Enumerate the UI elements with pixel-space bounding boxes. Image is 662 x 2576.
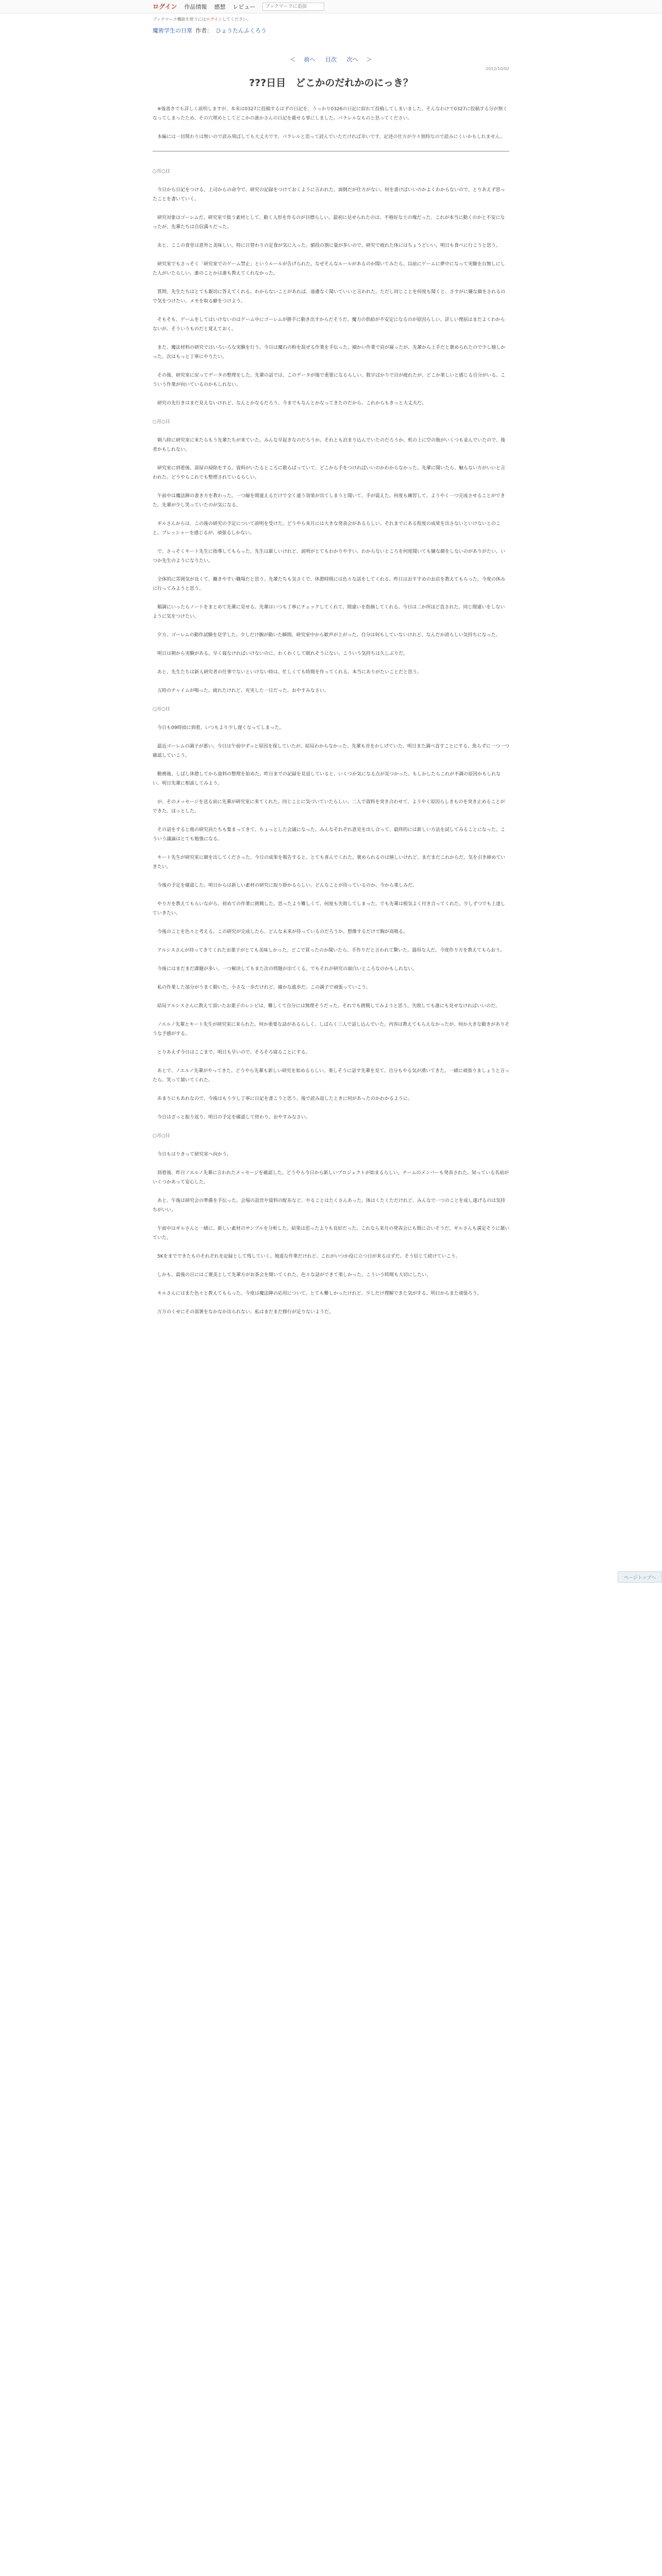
body-paragraph: 今後のことを色々と考える。この研究が完成したら、どんな未来が待っているのだろうか。想像するだけで胸が高鳴る。 [157, 929, 408, 935]
body-paragraph: とりあえず今日はここまで。明日も早いので、そろそろ寝ることにする。 [157, 1050, 310, 1055]
body-paragraph: 今日から日記をつける。上司からの命令で、研究の記録をつけておくように言われた。面倒だが仕方がない。何を書けばいいのかよくわからないので、とりあえず思ったことを書いていく。 [153, 188, 505, 202]
notice-text-before: ブックマーク機能を使うには [153, 17, 206, 22]
series-title-link[interactable]: 魔術学生の日常 [153, 27, 192, 34]
body-paragraph: 午前中はギルさんと一緒に、新しい素材のサンプルを分析した。結果は思ったよりも良好だった。これなら来月の発表会にも間に合いそうだ。ギルさんも満足そうに頷いていた。 [153, 1226, 510, 1241]
diary-date: ○月○日 [153, 419, 170, 425]
posted-date: 2012/10/02 [485, 66, 509, 71]
body-paragraph: アルシスさんが持ってきてくれたお菓子がとても美味しかった。どこで買ったのか聞いたら、手作りだと言われて驚いた。器用な人だ。今度作り方を教えてもらおう。 [157, 948, 505, 953]
prev-arrow-icon: ＜ [290, 56, 296, 63]
next-arrow-icon: ＞ [366, 56, 372, 63]
body-paragraph: あとで、ノエルノ先輩がやってきた。どうやら先輩も新しい研究を始めるらしい。楽しそうに話す先輩を見て、自分もやる気が湧いてきた。一緒に頑張りましょうと言ったら、笑って頷いてくれた。 [153, 1069, 509, 1083]
body-paragraph: 研究対象はゴーレムだ。研究室で扱う素材として、動く人形を作るのが目標らしい。最初に見せられたのは、不格好な土の塊だった。これが本当に動くのかと不安になったが、先輩たちは自信満々だった。 [153, 215, 505, 230]
body-paragraph: その後、研究室に戻ってデータの整理をした。先輩の話では、このデータが後で重要になるらしい。数字ばかりで目が疲れたが、どこか楽しいと感じる自分がいる。こういう作業が向いているのかもしれない。 [153, 373, 506, 387]
body-paragraph: その話をすると他の研究員たちも集まってきて、ちょっとした会議になった。みんなそれぞれ意見を出し合って、最終的には新しい方法を試してみることになった。こういう議論はとても勉強になる。 [153, 827, 505, 842]
body-paragraph: 質問、先生たちはとても親切に答えてくれる。わからないことがあれば、遠慮なく聞いていいと言われた。ただし同じことを何度も聞くと、さすがに嫌な顔をされるので気をつけたい。メモを取る癖をつけよう。 [153, 290, 506, 304]
notice-login-link[interactable]: ログイン [206, 17, 223, 22]
body-paragraph: 最近ゴーレムの調子が悪い。今日は午前中ずっと原因を探していたが、結局わからなかった。先輩も首をかしげていた。明日また調べ直すことにする。焦らずに一つ一つ確認していこう。 [153, 744, 509, 758]
body-paragraph: あと、ここの食堂は意外と美味しい。特に日替わりの定食が気に入った。値段の割に量が多いので、研究で疲れた体にはちょうどいい。明日も食べに行こうと思う。 [157, 243, 501, 248]
body-paragraph: 朝八時に研究室に来たらもう先輩たちが来ていた。みんな早起きなのだろうか。それとも泊まり込んでいたのだろうか。机の上に空の瓶がいくつも並んでいたので、後者かもしれない。 [153, 438, 505, 452]
body-paragraph: あと、午後は研究会の準備を手伝った。会場の設営や資料の配布など、やることはたくさんあった。体はくたくただけれど、みんなで一つのことを成し遂げるのは気持ちがいい。 [153, 1198, 505, 1213]
nav-item-impressions[interactable]: 感想 [214, 3, 226, 10]
body-paragraph: 全体的に雰囲気が良くて、働きやすい職場だと思う。先輩たちも気さくで、休憩時間には色々な話をしてくれる。昨日はおすすめのお店を教えてもらった。今度の休みに行ってみようと思う。 [153, 577, 505, 591]
body-paragraph: しかも、最後の日にはご褒美として先輩方がお茶会を開いてくれた。色々な話ができて楽しかった。こういう時間も大切にしたい。 [157, 1273, 432, 1278]
nav-item-review[interactable]: レビュー [233, 3, 256, 10]
diary-date: ○月○日 [153, 169, 170, 174]
top-navigation-bar [0, 0, 662, 13]
episode-pager [153, 55, 509, 63]
body-paragraph: 研究の先行きはまだ見えないけれど、なんとかなるだろう。今までもなんとかなってきたのだから、これからもきっと大丈夫だ。 [157, 401, 427, 406]
login-link[interactable]: ログイン [153, 3, 177, 10]
body-paragraph: キルさんにはまた色々と教えてもらった。今度は魔法陣の応用について。とても難しかったけれど、少しだけ理解できた気がする。明日からまた頑張ろう。 [157, 1291, 482, 1296]
body-paragraph: 勤務後、しばし休憩してから資料の整理を始めた。昨日までの記録を見返していると、いくつか気になる点が見つかった。もしかしたらこれが不調の原因かもしれない。明日先輩に相談してみよう。 [153, 772, 501, 786]
body-paragraph: 明日は朝から実験がある。早く寝なければいけないのに、わくわくして眠れそうにない。こういう気持ちは久しぶりだ。 [157, 651, 408, 656]
toc-link[interactable]: 目次 [325, 56, 337, 63]
episode-content [153, 66, 509, 1317]
body-paragraph: 結局アルシスさんに教えて頂いたお菓子のレシピは、難しくて自分には無理そうだった。それでも挑戦してみようと思う。失敗しても誰にも見せなければいいのだ。 [157, 1004, 500, 1009]
body-paragraph: 今日もはりきって研究室へ向かう。 [157, 1152, 232, 1157]
body-paragraph: 今日も09時頃に到着。いつもより少し遅くなってしまった。 [157, 725, 284, 731]
body-paragraph: 研究室に到着後、部屋の掃除をする。資料がいたるところに散らばっていて、どこから手をつければいいのかわからなかった。先輩に聞いたら、触らない方がいいと言われた。どうやらこれでも整理されているらしい。 [153, 466, 505, 480]
body-paragraph: 5Kをまでできたものそれぞれを記録として残していく。地道な作業だけれど、これがいつか役に立つ日が来るはずだ。そう信じて続けていこう。 [157, 1254, 460, 1259]
body-paragraph: ギルさんからは、この後の研究の予定について説明を受けた。どうやら来月には大きな発表会があるらしい。それまでにある程度の成果を出さないといけないとのこと。プレッシャーを感じるが、頑張るしかない。 [153, 521, 501, 536]
prev-episode-link[interactable]: 前へ [304, 56, 316, 63]
body-paragraph: 今後にはまだまだ課題が多い。一つ解決してもまた次の問題が出てくる。でもそれが研究の面白いところなのかもしれない。 [157, 967, 418, 972]
preface [153, 105, 509, 142]
bookmark-notice [0, 13, 662, 22]
episode-title: ???日目 どこかのだれかのにっき？ [249, 77, 413, 89]
body-paragraph: あと、先生たちは新人研究者の仕事でないといけない時は、忙しくても時間を作ってくれる。本当にありがたいことだと思う。 [157, 670, 422, 675]
body-paragraph: 順調にいったらノートをまとめて先輩に見せる。先輩はいつも丁寧にチェックしてくれて、間違いを指摘してくれる。今日は二か所ほど直された。同じ間違いをしないように気をつけたい。 [153, 605, 505, 619]
author-link[interactable]: ひょうたんふくろう [216, 27, 267, 34]
body-paragraph: 研究室でもさっそく「研究室でのゲーム禁止」というルールが告げられた。なぜそんなルールがあるのか聞いてみたら、以前にゲームに夢中になって実験を台無しにした人がいたらしい。誰のことかは誰も教えてくれなかった。 [153, 262, 505, 276]
body-paragraph: 私の作業した部分がうまく動いた。小さな一歩だけれど、確かな進歩だ。この調子で頑張っていこう。 [157, 985, 371, 990]
bookmark-add-button[interactable] [262, 3, 324, 11]
nav-item-work-info[interactable]: 作品情報 [184, 3, 207, 10]
body-paragraph: 到着後、昨日ノエルノ先輩に言われたメッセージを確認した。どうやら今日から新しいプロジェクトが始まるらしい。チームのメンバーも発表された。知っている名前がいくつかあって安心した。 [153, 1171, 509, 1185]
body-paragraph: 夕方、ゴーレムの動作試験を見学した。少しだけ腕が動いた瞬間、研究室中から歓声が上がった。自分は何もしていないけれど、なんだか誇らしい気持ちになった。 [157, 633, 501, 638]
diary-date: ○月○日 [153, 1133, 170, 1139]
body-paragraph: 今後の予定を確認した。明日からは新しい素材の研究に取り掛かるらしい。どんなことが待っているのか、今から楽しみだ。 [157, 883, 418, 888]
body-paragraph: キート先生が研究室に顔を出してくださった。今日の成果を報告すると、とても喜んでくれた。褒められるのは嬉しいけれど、まだまだこれからだ。気を引き締めていきたい。 [153, 855, 506, 870]
body-paragraph: 万万のくせにその部署をなかなか出られない。私はまだまだ修行が足りないようだ。 [157, 1310, 334, 1315]
body-paragraph: 今日はざっと振り返り、明日の予定を確認して終わり。おやすみなさい。 [157, 1115, 311, 1120]
body-paragraph: やり方を教えてもらいながら、初めての作業に挑戦した。思ったより難しくて、何度も失敗してしまった。でも先輩は根気よく付き合ってくれた。少しずつでも上達していきたい。 [153, 902, 505, 916]
preface-paragraph: 本編には一切関わりは無いので読み飛ばしても大丈夫です。パラレルと思って読んでいただければ幸いです。記述の仕方が少々独特なので読みにくいかもしれません。 [157, 134, 505, 140]
body-paragraph: で、さっそくキート先生に指導してもらった。先生は厳しいけれど、説明がとてもわかりやすい。わからないところを何度聞いても嫌な顔をしないのがありがたい。いつか先生のようになりたい。 [153, 549, 505, 564]
author-label: 作者： [195, 27, 212, 34]
episode-body [153, 167, 509, 1317]
body-paragraph: 午前中は魔法陣の書き方を教わった。一つ線を間違えるだけで全く違う効果が出てしまうと聞いて、手が震えた。何度も練習して、ようやく一つ完成させることができた。先輩が少し笑っていたのが気になる。 [153, 494, 505, 508]
body-paragraph: ノエルノ先輩とキート先生が研究室に来られた。何か重要な話があるらしく、しばらく三人で話し込んでいた。内容は教えてもらえなかったが、何か大きな動きがありそうな予感がする。 [153, 1022, 510, 1037]
body-paragraph: あまりにもあれなので、今後はもう少し丁寧に日記を書こうと思う。後で読み返したときに何があったのかわかるように。 [157, 1096, 412, 1101]
next-episode-link[interactable]: 次へ [346, 56, 358, 63]
body-paragraph: 五時のチャイムが鳴った。疲れたけれど、充実した一日だった。おやすみなさい。 [157, 688, 329, 693]
page-top-button[interactable]: ページトップへ [618, 1571, 662, 1583]
series-info [0, 22, 662, 35]
diary-date: ○月○日 [153, 707, 170, 712]
preface-paragraph: ※後書きでも詳しく説明しますが、本来は0327に投稿するはずの日記を、うっかり0326の日記に紛れて投稿してしまいました。そんなわけで0327に投稿する分が無くなってしまったため、その穴埋めとしてどこかの誰かさんの日記を載せる事にしました。パラレルなものと思ってください。 [153, 107, 508, 121]
body-paragraph: また、魔法材料の研究ではいろいろな実験を行う。今日は魔石の粉を混ぜる作業を手伝った。細かい作業で肩が凝ったが、先輩から上手だと褒められたので少し嬉しかった。次はもっと丁寧にやりたい。 [153, 345, 506, 360]
body-paragraph: そもそも、ゲームをしてはいけないのはゲーム中にゴーレムが勝手に動き出すからだそうだ。魔力の供給が不安定になるのが原因らしい。詳しい理屈はまだよくわからないが、そういうものだと覚えておく。 [153, 317, 505, 332]
body-paragraph: が、そのメッセージを送る前に先輩が研究室に来てくれた。同じことに気づいていたらしい。二人で資料を突き合わせて、ようやく原因らしきものを突き止めることができた。ほっとした。 [153, 800, 505, 814]
notice-text-after: してください。 [222, 17, 252, 22]
